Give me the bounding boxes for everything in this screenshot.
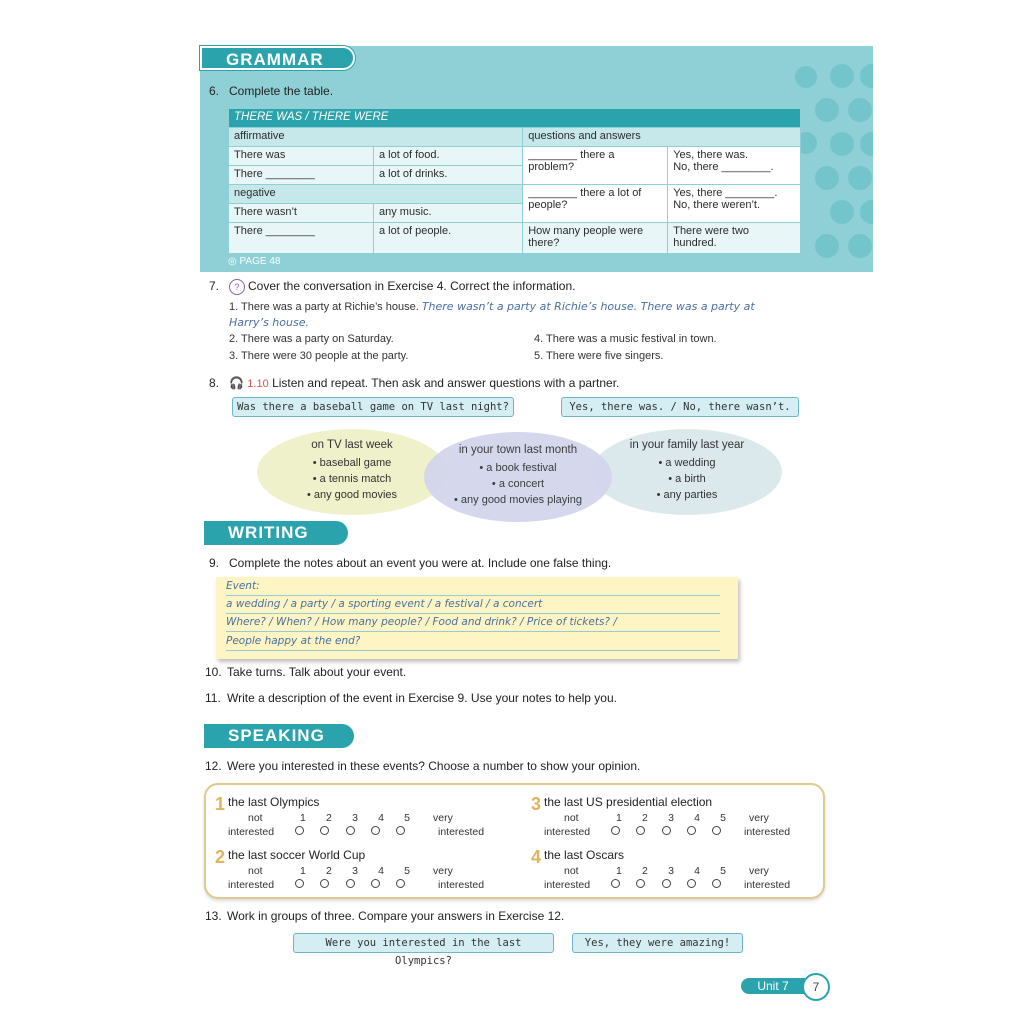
lightbulb-icon: ? (229, 279, 245, 295)
radio-option[interactable] (687, 879, 696, 888)
ex7-item-1: 1. There was a party at Richie’s house. There wasn’t a party at Richie’s house. There was a party at Harry’s house. (229, 300, 755, 329)
radio-option[interactable] (611, 879, 620, 888)
note-line[interactable]: Event: (226, 578, 720, 596)
table-cell: There ________ (229, 166, 374, 185)
radio-option[interactable] (396, 826, 405, 835)
event-title: the last US presidential election (544, 795, 713, 809)
radio-option[interactable] (371, 826, 380, 835)
exercise-6: 6. Complete the table. (209, 84, 334, 98)
table-cell: a lot of drinks. (374, 166, 523, 185)
exercise-11: 11. Write a description of the event in Exercise 9. Use your notes to help you. (205, 691, 617, 705)
exercise-9: 9. Complete the notes about an event you were at. Include one false thing. (209, 556, 612, 570)
note-line[interactable]: a wedding / a party / a sporting event / a festival / a concert (226, 596, 720, 614)
unit-label: Unit 7 (741, 978, 805, 994)
table-cell: Yes, there ________. No, there weren’t. (668, 185, 801, 223)
ex7-item-3: 3. There were 30 people at the party. (229, 350, 409, 362)
event-number: 4 (531, 847, 542, 867)
radio-option[interactable] (320, 879, 329, 888)
affirmative-label: affirmative (229, 128, 523, 147)
radio-option[interactable] (712, 879, 721, 888)
headphones-icon[interactable]: 🎧 (229, 376, 244, 390)
qa-label: questions and answers (523, 128, 801, 147)
page-number: 7 (802, 973, 830, 1001)
radio-option[interactable] (662, 826, 671, 835)
exercise-7: 7. ? Cover the conversation in Exercise 4. Correct the information. (209, 279, 576, 293)
radio-option[interactable] (611, 826, 620, 835)
event-number: 3 (531, 794, 542, 814)
radio-option[interactable] (662, 879, 671, 888)
writing-header: WRITING (204, 521, 348, 545)
event-title: the last Oscars (544, 848, 625, 862)
note-line[interactable]: People happy at the end? (226, 633, 720, 651)
table-cell: a lot of people. (374, 223, 523, 254)
table-cell: How many people were there? (523, 223, 668, 254)
event-number: 1 (215, 794, 226, 814)
table-cell: There were two hundred. (668, 223, 801, 254)
radio-option[interactable] (396, 879, 405, 888)
speech-bubble-question: Were you interested in the last Olympics? (293, 933, 554, 953)
oval-town-last-month: in your town last month • a book festival • a concert • any good movies playing (424, 432, 612, 522)
table-cell: a lot of food. (374, 147, 523, 166)
speech-bubble-answer: Yes, they were amazing! (572, 933, 743, 953)
event-number: 2 (215, 847, 226, 867)
radio-option[interactable] (346, 826, 355, 835)
event-title: the last Olympics (228, 795, 320, 809)
table-cell: There wasn’t (229, 204, 374, 223)
event-title: the last soccer World Cup (228, 848, 366, 862)
radio-option[interactable] (320, 826, 329, 835)
radio-option[interactable] (712, 826, 721, 835)
exercise-12: 12. Were you interested in these events? Choose a number to show your opinion. (205, 759, 641, 773)
speaking-header: SPEAKING (204, 724, 354, 748)
page-reference[interactable]: ◎ PAGE 48 (228, 256, 281, 267)
handwritten-answer: There wasn’t a party at Richie’s house. There was a party at Harry’s house. (229, 300, 755, 329)
speech-bubble-answer: Yes, there was. / No, there wasn’t. (561, 397, 799, 417)
notes-card[interactable] (216, 577, 738, 659)
table-cell: There ________ (229, 223, 374, 254)
ex7-item-4: 4. There was a music festival in town. (534, 333, 717, 345)
radio-option[interactable] (295, 826, 304, 835)
grammar-box (200, 46, 873, 272)
audio-track[interactable]: 1.10 (247, 378, 269, 390)
radio-option[interactable] (636, 826, 645, 835)
table-cell: There was (229, 147, 374, 166)
table-title: THERE WAS / THERE WERE (229, 109, 801, 128)
ex7-item-5: 5. There were five singers. (534, 350, 664, 362)
table-cell: any music. (374, 204, 523, 223)
speech-bubble-question: Was there a baseball game on TV last night? (232, 397, 514, 417)
exercise-8: 8. 🎧 1.10 Listen and repeat. Then ask and answer questions with a partner. (209, 376, 620, 390)
grammar-table (228, 108, 801, 254)
exercise-13: 13. Work in groups of three. Compare your answers in Exercise 12. (205, 909, 565, 923)
table-cell: ________ there a lot of people? (523, 185, 668, 223)
radio-option[interactable] (371, 879, 380, 888)
opinion-box: 1 the last Olympics not interested 1 2 3 4 5 very interested 2 the last soccer World Cup not interested 1 2 3 4 5 very interested 3 the last US presidential election not interested 1 2 3 4 5 very interested 4 the last Oscars not interested 1 2 3 4 5 very interested (204, 783, 825, 899)
oval-family-last-year: in your family last year • a wedding • a birth • any parties (592, 429, 782, 515)
oval-tv-last-week: on TV last week • baseball game • a tennis match • any good movies (257, 429, 447, 515)
radio-option[interactable] (346, 879, 355, 888)
radio-option[interactable] (295, 879, 304, 888)
note-line[interactable]: Where? / When? / How many people? / Food and drink? / Price of tickets? / (226, 614, 720, 632)
ex7-item-2: 2. There was a party on Saturday. (229, 333, 394, 345)
exercise-10: 10. Take turns. Talk about your event. (205, 665, 407, 679)
table-cell: Yes, there was. No, there ________. (668, 147, 801, 185)
link-icon: ◎ (228, 256, 237, 267)
table-cell: ________ there a problem? (523, 147, 668, 185)
negative-label: negative (229, 185, 523, 204)
radio-option[interactable] (636, 879, 645, 888)
grammar-header: GRAMMAR (200, 46, 355, 70)
radio-option[interactable] (687, 826, 696, 835)
